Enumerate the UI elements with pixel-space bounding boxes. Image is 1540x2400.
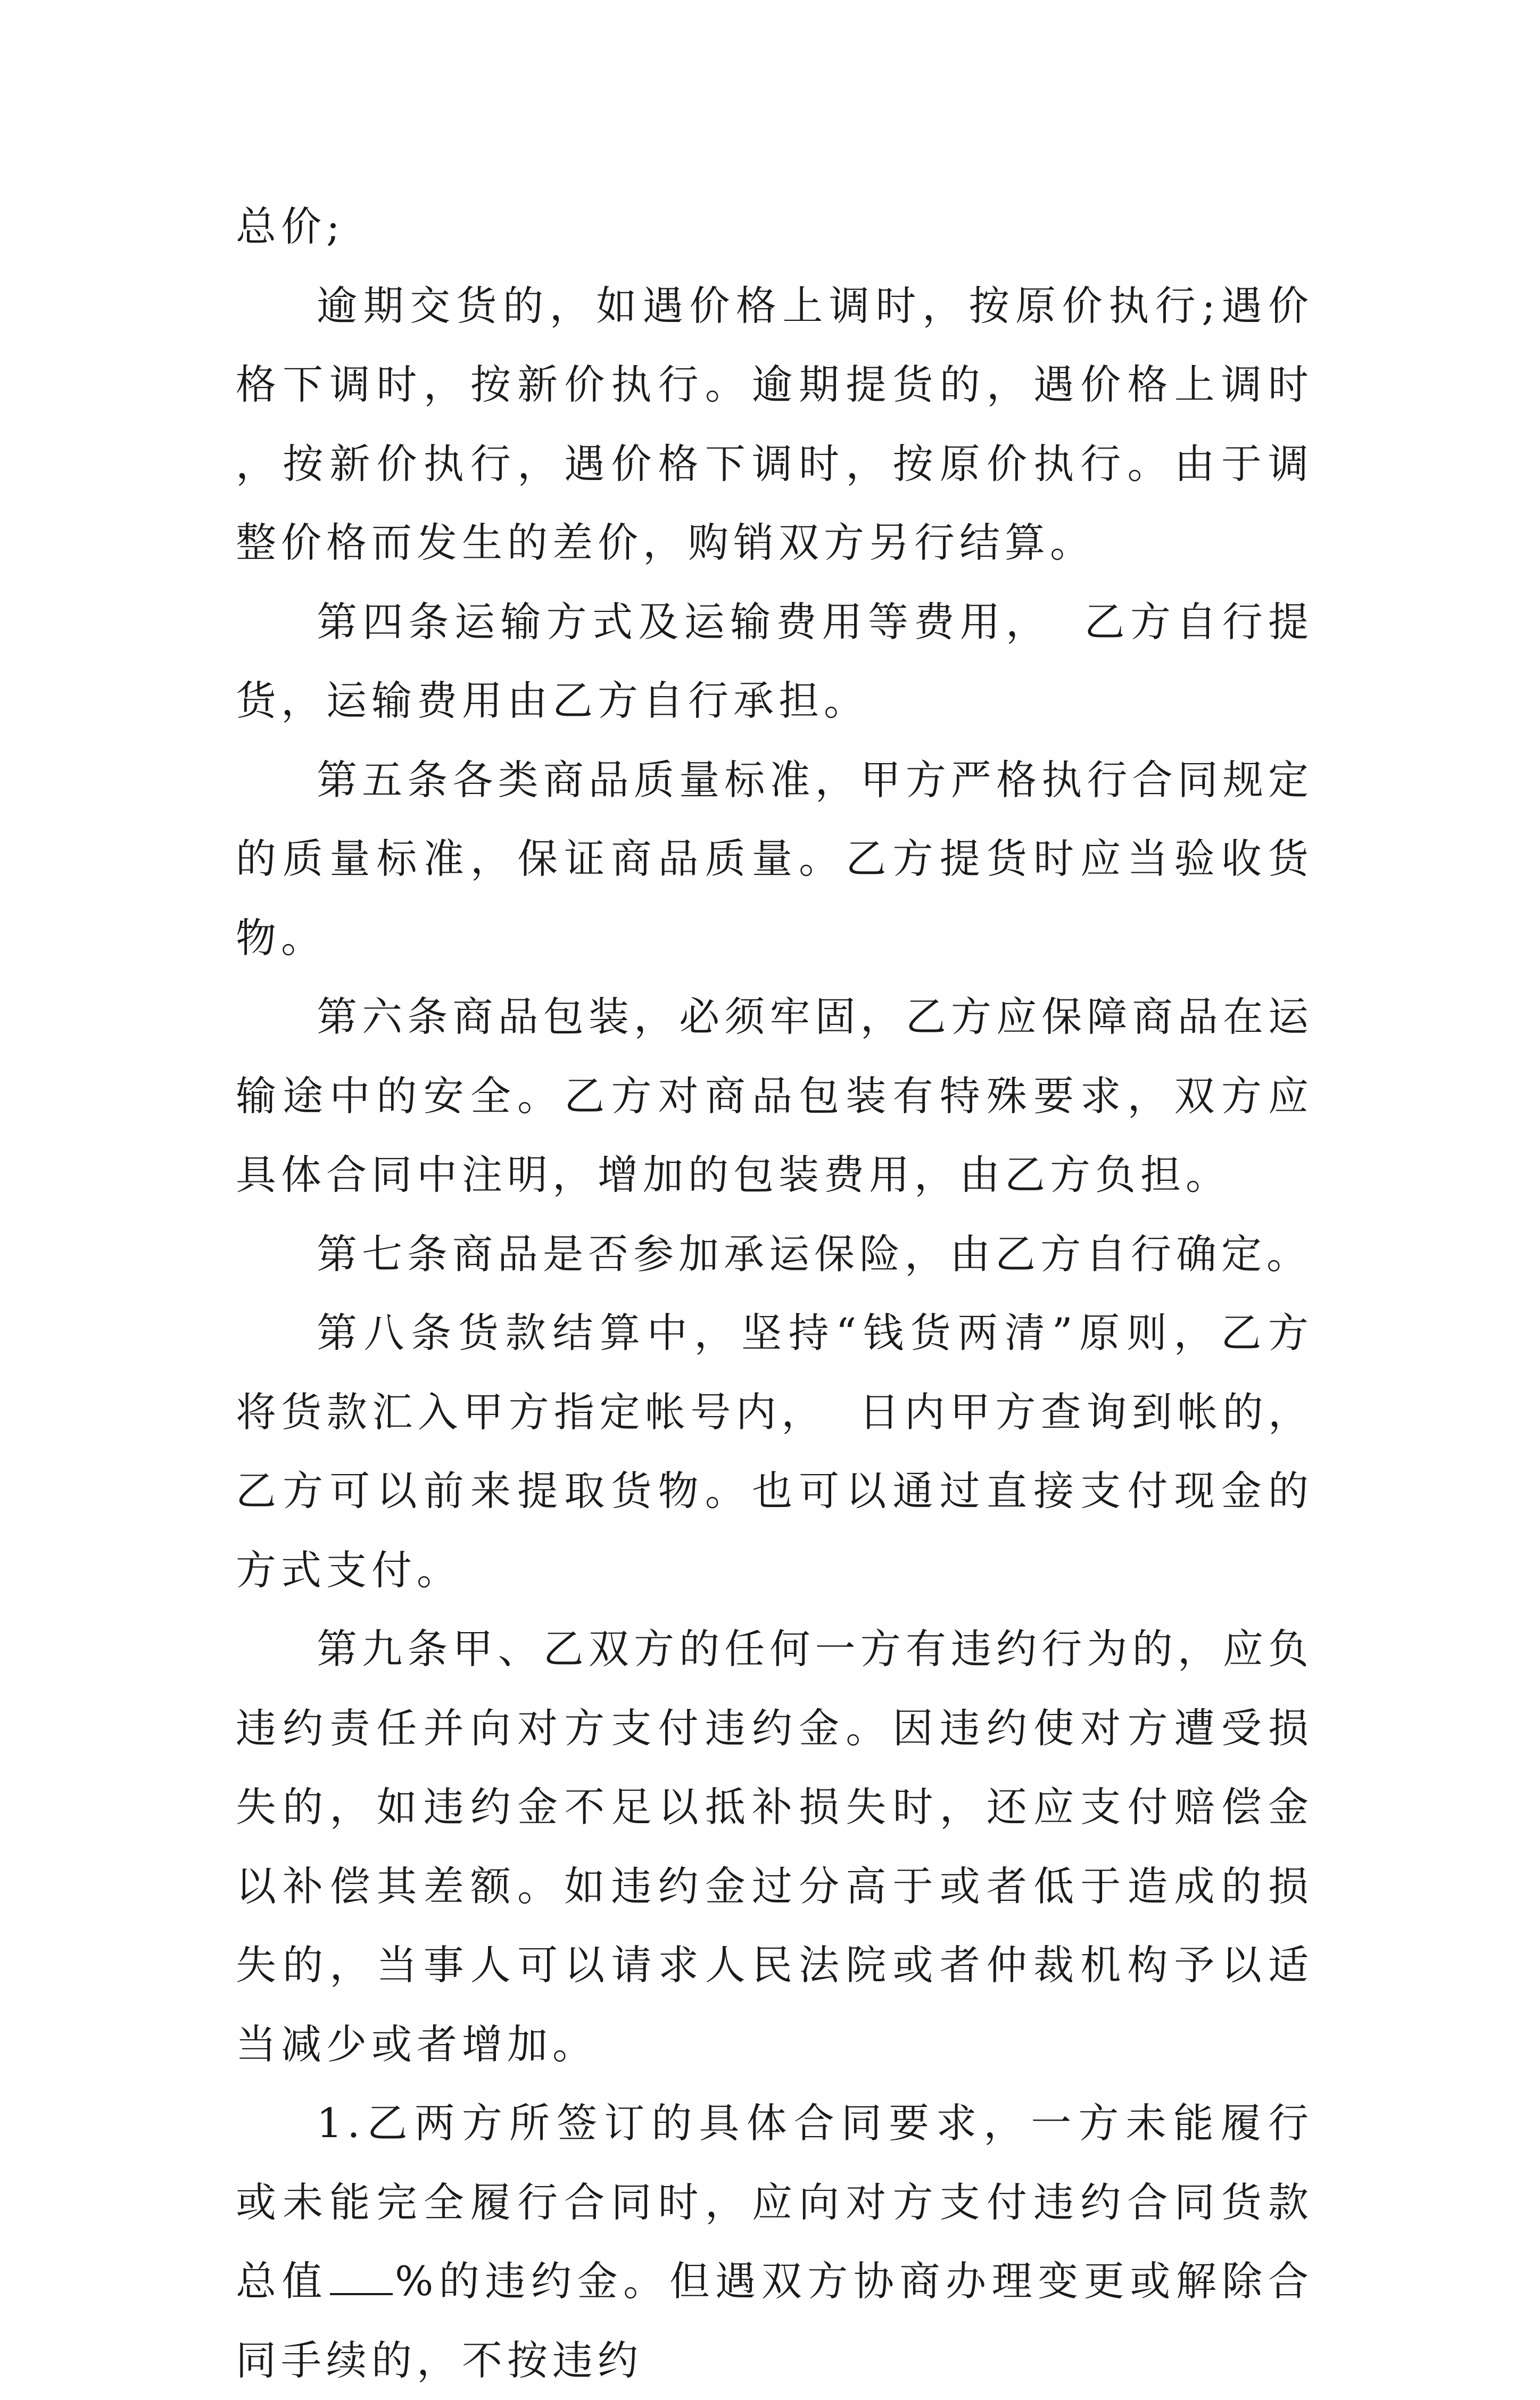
paragraph-text: 逾期交货的，如遇价格上调时，按原价执行;遇价格下调时，按新价执行。逾期提货的，遇价格上调时，按新价执行，遇价格下调时，按原价执行。由于调整价格而发生的差价，购销双方另行结算。 (236, 282, 1313, 566)
fill-in-blank (330, 2258, 393, 2295)
paragraph-text: 第八条货款结算中，坚持“钱货两清”原则，乙方将货款汇入甲方指定帐号内， (236, 1309, 1313, 1436)
paragraph-clause-1 (236, 2084, 1313, 2400)
paragraph-text: 第四条运输方式及运输费用等费用， (317, 598, 1052, 645)
paragraph-text: 第五条各类商品质量标准，甲方严格执行合同规定的质量标准，保证商品质量。乙方提货时应当验收货物。 (236, 756, 1313, 962)
paragraph-article-7 (236, 1215, 1313, 1294)
paragraph-text: 第六条商品包装，必须牢固，乙方应保障商品在运输途中的安全。乙方对商品包装有特殊要求，双方应具体合同中注明，增加的包装费用，由乙方负担。 (236, 993, 1313, 1198)
paragraph-article-8 (236, 1294, 1313, 1610)
paragraph-text: %的违约金。但遇双方协商办理变更或解除合同手续的，不按违约 (236, 2257, 1313, 2384)
paragraph-text: 日内甲方查询到帐的，乙方可以前来提取货物。也可以通过直接支付现金的方式支付。 (236, 1388, 1314, 1594)
paragraph-text: 乙方自行提货，运输费用由乙方自行承担。 (236, 598, 1314, 724)
paragraph-text: 1.乙两方所签订的具体合同要求，一方未能履行或未能完全履行合同时，应向对方支付违约合同货款总值 (236, 2099, 1313, 2305)
paragraph-article-5 (236, 741, 1313, 978)
paragraph-text: 总价; (236, 203, 345, 250)
paragraph-article-6 (236, 978, 1313, 1215)
paragraph-article-4 (236, 583, 1313, 741)
paragraph-text: 第九条甲、乙双方的任何一方有违约行为的，应负违约责任并向对方支付违约金。因违约使对方遭受损失的，如违约金不足以抵补损失时，还应支付赔偿金以补偿其差额。如违约金过分高于或者低于造成的损失的，当事人可以请求人民法院或者仲裁机构予以适当减少或者增加。 (236, 1625, 1313, 2068)
paragraph-article-9 (236, 1610, 1313, 2084)
contract-body (236, 187, 1313, 2400)
paragraph-late-delivery (236, 267, 1313, 583)
paragraph-price-total (236, 187, 1313, 267)
paragraph-text: 第七条商品是否参加承运保险，由乙方自行确定。 (317, 1230, 1312, 1278)
